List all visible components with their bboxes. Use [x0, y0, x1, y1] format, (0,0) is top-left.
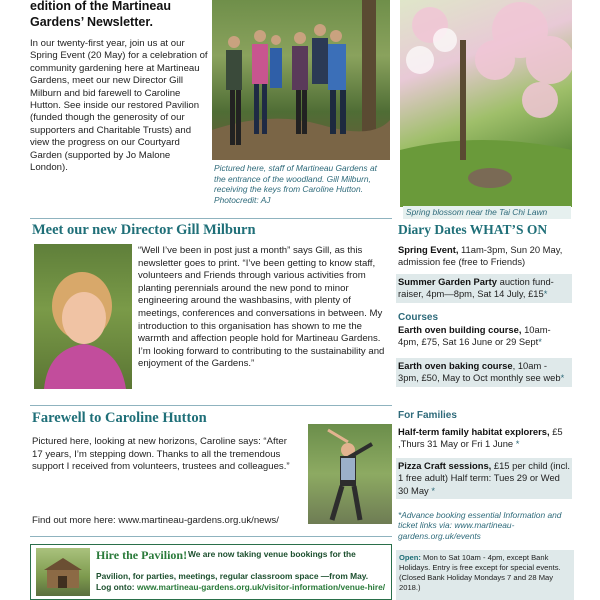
newsletter-intro-text: In our twenty-first year, join us at our Spring Event (20 May) for a celebration of community gardening here at Martineau Gardens, meet our new Director Gill Milburn and bid farewell to Caroline Hutton. See inside our restored Pavilion (funded though the generosity of our supporters and Charitable Trusts) and view the progress on our Courtyard Garden (supported by Jo Malone London). — [30, 38, 208, 174]
pizza-craft-entry — [396, 458, 572, 499]
families-heading: For Families — [398, 410, 457, 421]
oven-baking-entry — [396, 358, 572, 387]
gill-milburn-photo — [34, 244, 132, 389]
pizza-craft-name: Pizza Craft sessions, — [398, 460, 492, 471]
summer-party-detail: auction fund-raiser, 4pm—8pm, Sat 14 July, £15 — [398, 276, 554, 300]
oven-baking-name: Earth oven baking course — [398, 360, 513, 371]
oven-baking-detail: , 10am - 3pm, £50, May to Oct monthly see web — [398, 360, 561, 384]
hire-pavilion-heading: Hire the Pavilion! — [96, 548, 188, 562]
section-divider — [30, 536, 392, 537]
spring-event-detail: 11am-3pm, Sun 20 May, admission fee (free to Friends) — [398, 244, 563, 268]
find-out-more-link[interactable]: Find out more here: www.martineau-gardens.org.uk/news/ — [32, 515, 279, 526]
farewell-heading: Farewell to Caroline Hutton — [32, 410, 207, 426]
booking-asterisk: * — [431, 484, 436, 496]
pavilion-photo — [36, 548, 90, 596]
oven-building-name: Earth oven building course, — [398, 324, 522, 335]
caroline-hutton-photo — [308, 424, 392, 524]
booking-asterisk: * — [515, 438, 520, 450]
woodland-photo-caption: Pictured here, staff of Martineau Gardens at the entrance of the woodland. Gill Milburn, receiving the keys from Caroline Hutton. Photocredit: AJ — [214, 163, 377, 205]
section-divider — [30, 405, 392, 406]
spring-event-entry — [398, 244, 570, 269]
opening-hours-label: Open: — [399, 553, 421, 562]
summer-party-entry — [396, 274, 572, 303]
woodland-staff-photo — [212, 0, 390, 160]
diary-dates-heading: Diary Dates WHAT’S ON — [398, 222, 548, 237]
booking-asterisk: * — [538, 336, 542, 348]
booking-asterisk: * — [560, 372, 565, 384]
habitat-explorers-name: Half-term family habitat explorers, — [398, 426, 550, 437]
summer-party-name: Summer Garden Party — [398, 276, 497, 287]
venue-hire-url[interactable]: www.martineau-gardens.org.uk/visitor-information/venue-hire/ — [136, 582, 386, 592]
habitat-explorers-detail: £5 ,Thurs 31 May or Fri 1 June — [398, 426, 563, 450]
section-divider — [30, 218, 392, 219]
habitat-explorers-entry — [398, 426, 570, 451]
oven-building-detail: 10am-4pm, £75, Sat 16 June or 29 Sept — [398, 324, 551, 348]
blossom-photo-caption: Spring blossom near the Tai Chi Lawn — [403, 206, 571, 219]
oven-building-entry — [398, 324, 570, 349]
hire-pavilion-text: We are now taking venue bookings for the — [188, 549, 356, 559]
opening-hours-box — [396, 550, 574, 600]
meet-director-heading: Meet our new Director Gill Milburn — [32, 222, 256, 238]
opening-hours-text: Mon to Sat 10am - 4pm, except Bank Holidays. Entry is free except for special events. (Closed Bank Holiday Mondays 7 and 28 May 2018.) — [399, 553, 561, 592]
pizza-craft-detail: £15 per child (incl. 1 free adult) Half term: Tues 29 or Wed 30 May — [398, 460, 570, 496]
advance-booking-note: *Advance booking essential Information and ticket links via: www.martineau-gardens.org.uk/events — [398, 510, 562, 541]
venue-hire-link-label: Log onto: — [96, 582, 137, 592]
courses-heading: Courses — [398, 312, 439, 323]
meet-director-text: “Well I’ve been in post just a month” says Gill, as this newsletter goes to print. “I’ve been getting to know staff, volunteers and Friends through various activities from planting perennials around the new pond to minor engineering around the washbasins, with plenty of meetings, conferences and conversations in between. My introduction to this organisation has shown to me the warmth and affection people hold for Martineau Gardens. I’m looking forward to contributing to the sustainability and enjoyment of the Gardens.” — [138, 245, 385, 370]
venue-hire-link[interactable] — [96, 582, 385, 592]
spring-event-name: Spring Event, — [398, 244, 459, 255]
farewell-text: Pictured here, looking at new horizons, Caroline says: “After 17 years, I’m stepping down. Thanks to all the tremendous support I received from volunteers, trustees and colleagues.” — [32, 436, 290, 473]
hire-pavilion-text-continued: Pavilion, for parties, meetings, regular classroom space —from May. — [96, 571, 369, 581]
spring-blossom-photo — [400, 0, 572, 207]
booking-asterisk: * — [543, 288, 548, 300]
newsletter-intro-heading: edition of the Martineau Gardens’ Newsletter. — [30, 0, 171, 29]
